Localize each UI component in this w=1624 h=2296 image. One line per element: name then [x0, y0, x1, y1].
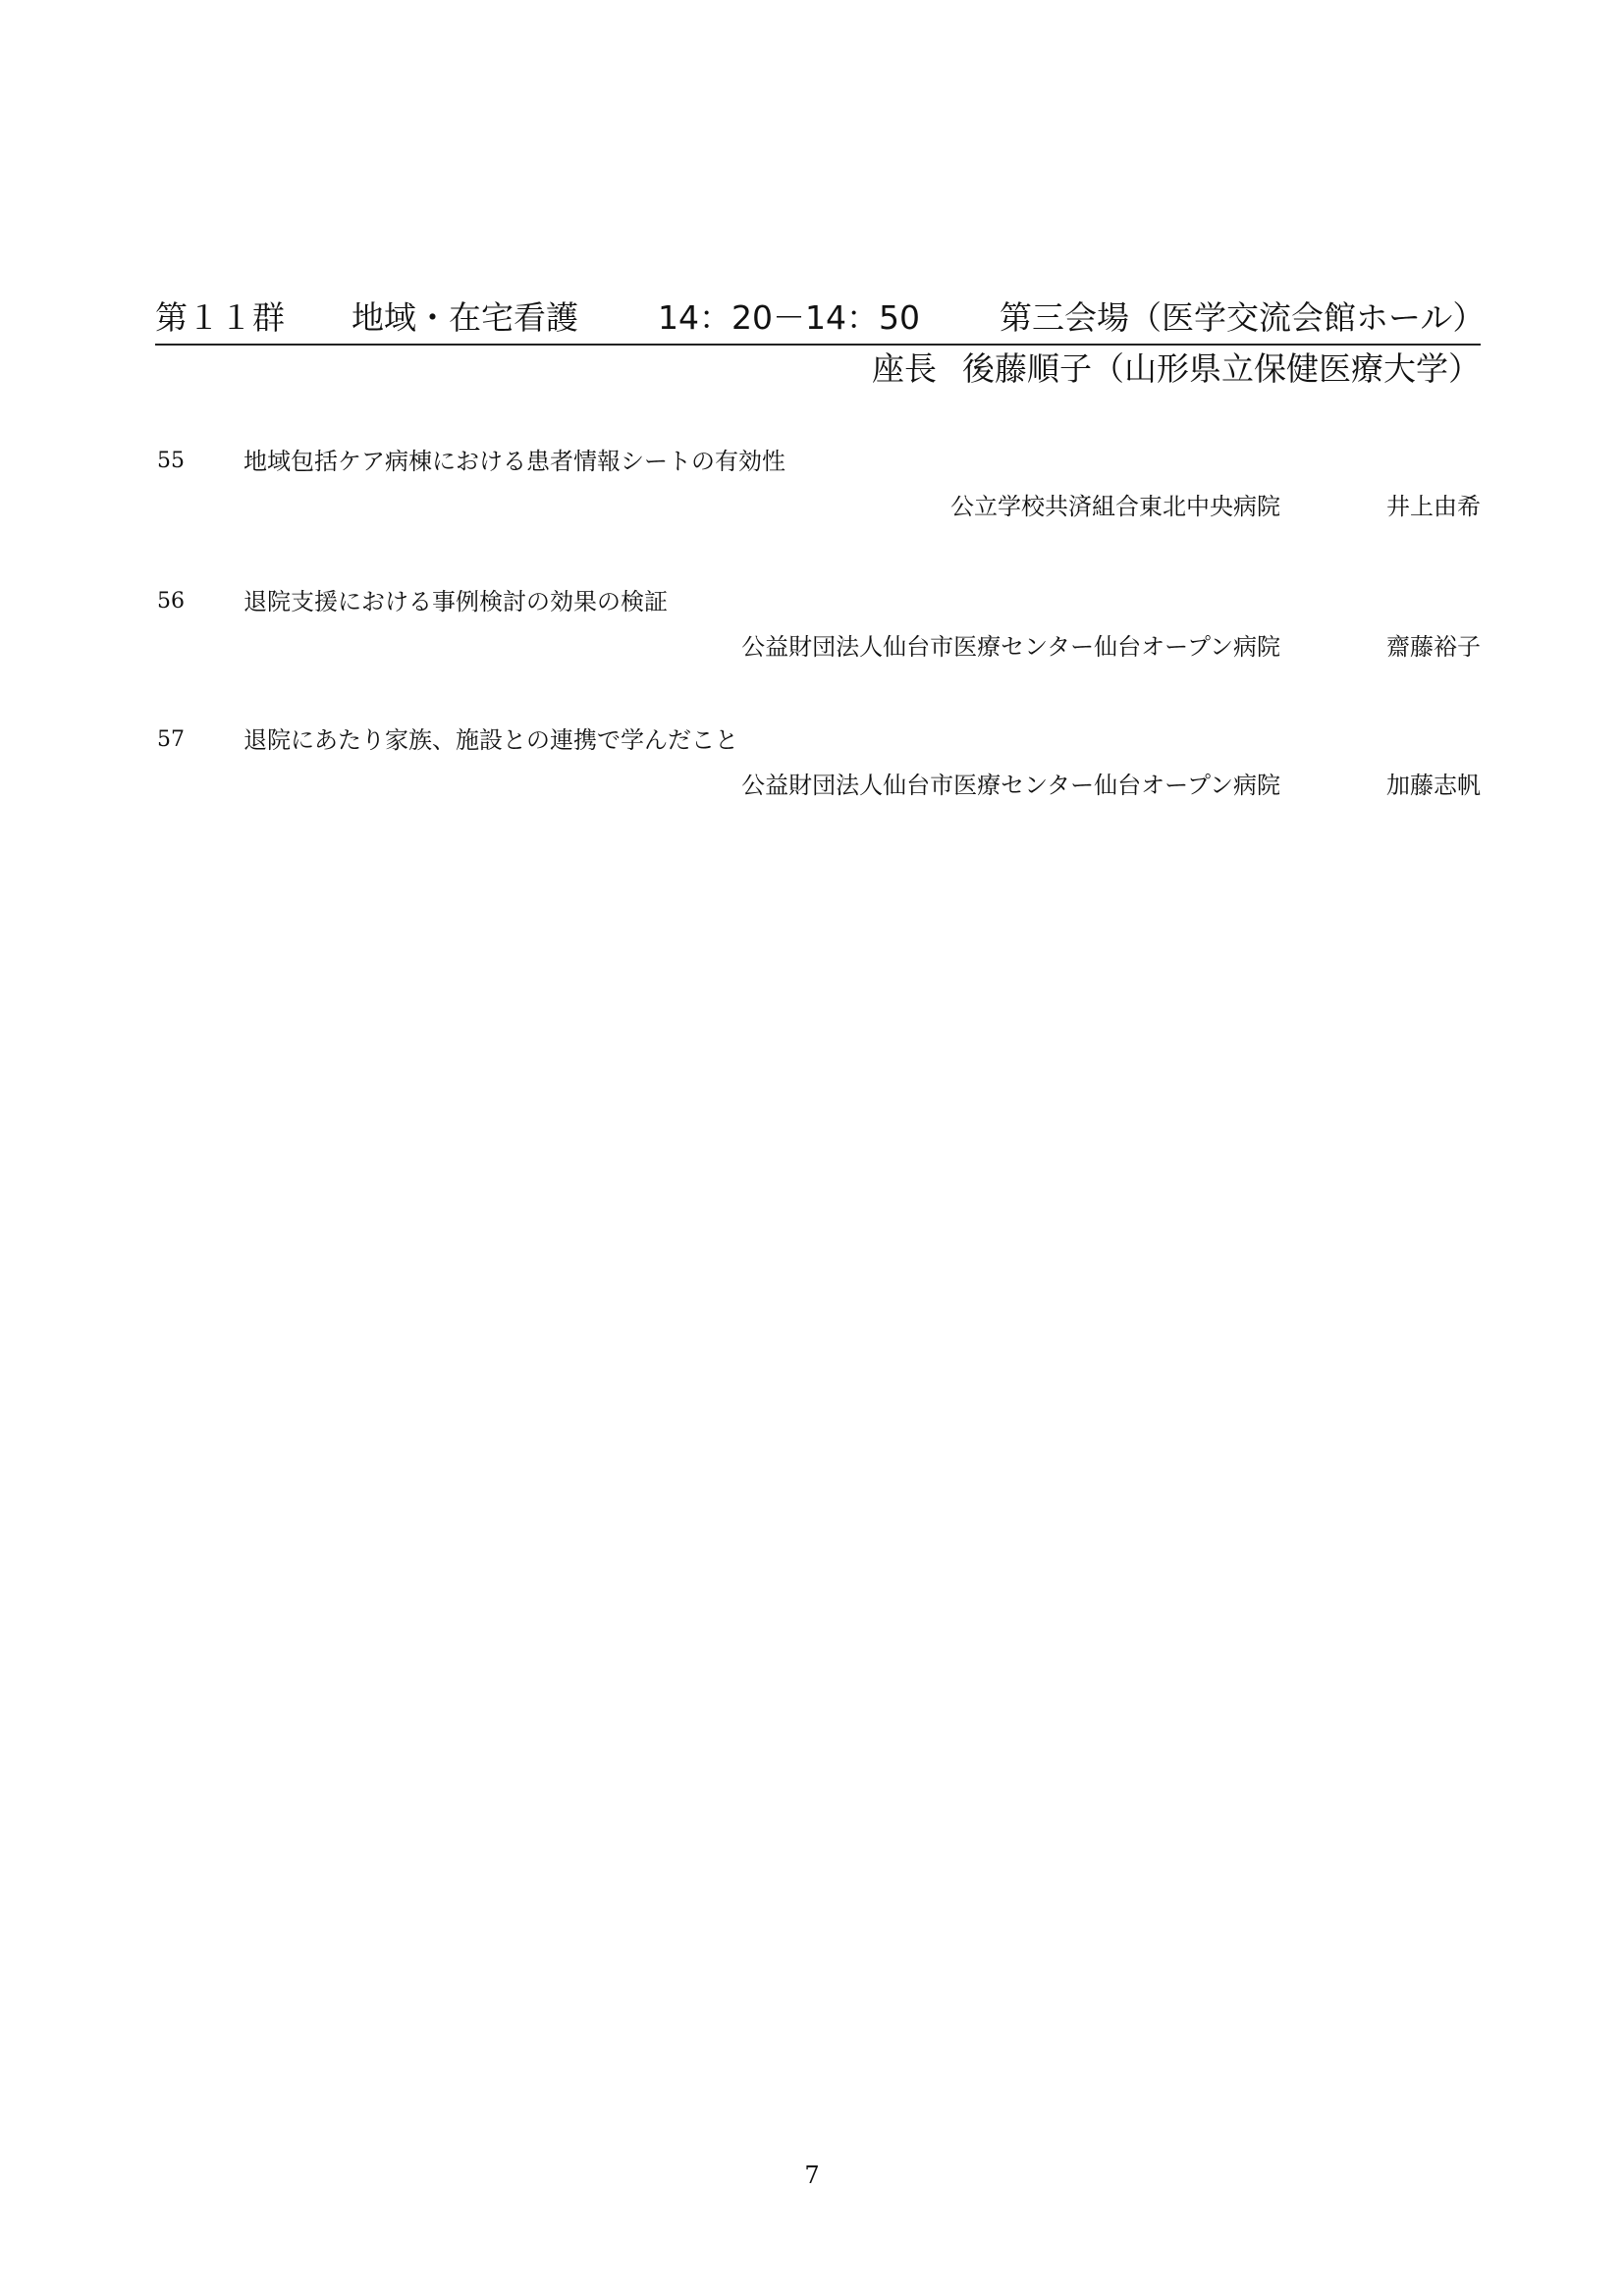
- session-chair: [872, 346, 1481, 393]
- presenter-name: 齋藤裕子: [1386, 633, 1481, 661]
- presentation-affiliation: 公益財団法人仙台市医療センター仙台オープン病院: [741, 633, 1280, 661]
- presentation-affiliation: 公益財団法人仙台市医療センター仙台オープン病院: [741, 772, 1280, 799]
- presenter-name: 井上由希: [1386, 493, 1481, 520]
- session-header: [155, 294, 1486, 346]
- presentation-number: 56: [157, 589, 185, 614]
- presentation-item: [0, 580, 1624, 678]
- session-venue: 第三会場（医学交流会館ホール）: [1000, 298, 1486, 337]
- presentation-title: 退院支援における事例検討の効果の検証: [244, 588, 668, 615]
- session-group: 第１１群: [155, 298, 285, 337]
- presenter-name: 加藤志帆: [1386, 772, 1481, 799]
- presentation-item: [0, 440, 1624, 538]
- presentation-title: 地域包括ケア病棟における患者情報シートの有効性: [244, 448, 785, 475]
- session-time: 14：20－14：50: [658, 298, 920, 337]
- presentation-title: 退院にあたり家族、施設との連携で学んだこと: [244, 726, 738, 754]
- page-number: 7: [804, 2162, 820, 2189]
- presentation-number: 55: [157, 449, 185, 473]
- presentation-item: [0, 719, 1624, 817]
- chair-label: 座長: [872, 349, 937, 388]
- presentation-number: 57: [157, 727, 185, 752]
- presentation-affiliation: 公立学校共済組合東北中央病院: [950, 493, 1280, 520]
- session-theme: 地域・在宅看護: [352, 298, 578, 337]
- chair-name: 後藤順子（山形県立保健医療大学）: [962, 349, 1481, 388]
